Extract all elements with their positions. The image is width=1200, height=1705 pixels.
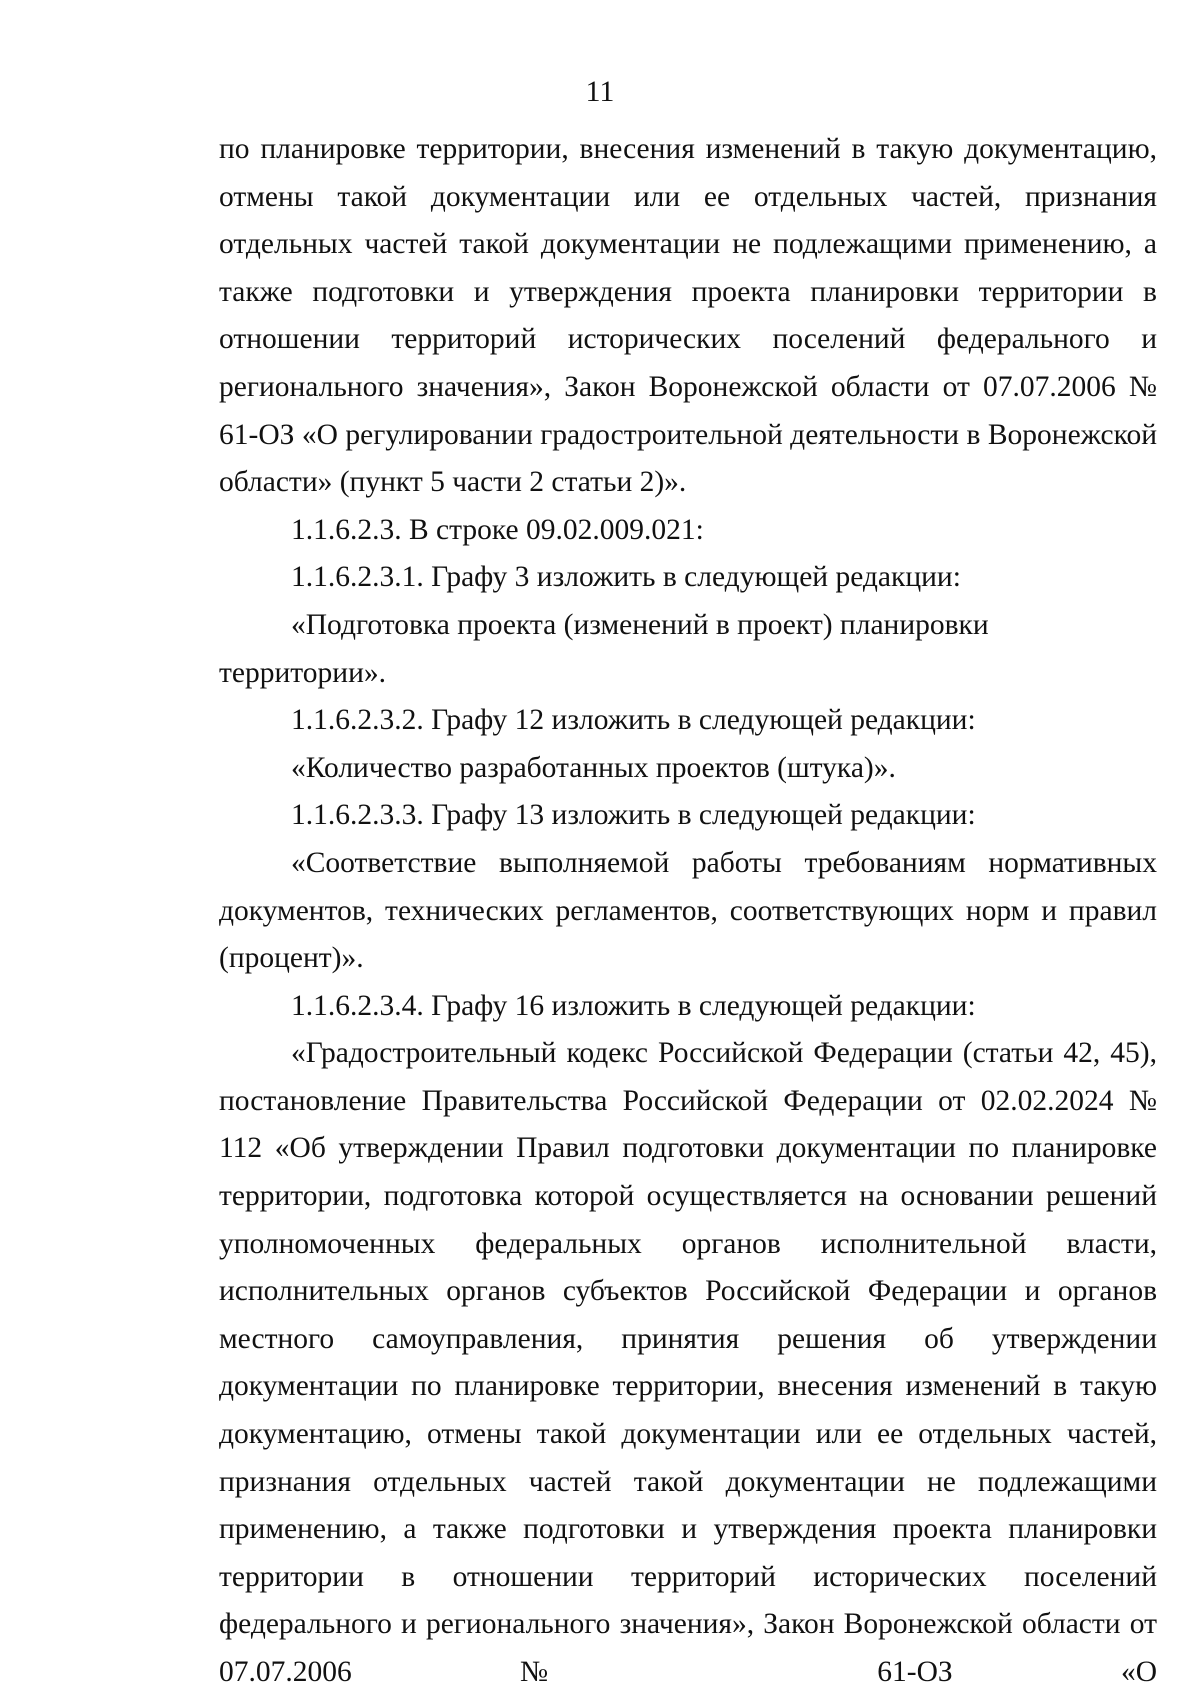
- paragraph-quote-column-13: «Соответствие выполняемой работы требованиям нормативных документов, технических регламентов, соответствующих норм и правил (процент)».: [219, 846, 1157, 975]
- paragraph-quote-column-16: «Градостроительный кодекс Российской Федерации (статьи 42, 45), постановление Правительства Российской Федерации от 02.02.2024 № 112 «Об утверждении Правил подготовки документации по планировке территории, подготовка которой осуществляется на основании решений уполномоченных федеральных органов исполнительной власти, исполнительных органов субъектов Российской Федерации и органов местного самоуправления, принятия решения об утверждении документации по планировке территории, внесения изменений в такую документацию, отмены такой документации или ее отдельных частей, признания отдельных частей такой документации не подлежащими применению, а также подготовки и утверждения проекта планировки территории в отношении территорий исторических поселений федерального и регионального значения», Закон Воронежской области от 07.07.2006 № 61-ОЗ «О: [219, 1037, 1157, 1688]
- paragraph-clause-1-1-6-2-3-1: 1.1.6.2.3.1. Графу 3 изложить в следующей редакции:: [291, 561, 961, 594]
- paragraph-quote-column-12: «Количество разработанных проектов (штука)».: [291, 751, 896, 784]
- paragraph-clause-1-1-6-2-3-3: 1.1.6.2.3.3. Графу 13 изложить в следующей редакции:: [291, 799, 976, 832]
- document-body: [219, 126, 1157, 1697]
- page-number: 11: [585, 75, 615, 108]
- paragraph-quote-column-3: «Подготовка проекта (изменений в проект) планировки территории».: [219, 608, 989, 689]
- paragraph-clause-1-1-6-2-3-2: 1.1.6.2.3.2. Графу 12 изложить в следующей редакции:: [291, 704, 976, 737]
- paragraph-clause-1-1-6-2-3-4: 1.1.6.2.3.4. Графу 16 изложить в следующей редакции:: [291, 989, 976, 1022]
- paragraph-clause-1-1-6-2-3: 1.1.6.2.3. В строке 09.02.009.021:: [291, 513, 704, 546]
- paragraph-continuation: по планировке территории, внесения изменений в такую документацию, отмены такой документации или ее отдельных частей, признания отдельных частей такой документации не подлежащими применению, а также подготовки и утверждения проекта планировки территории в отношении территорий исторических поселений федерального и регионального значения», Закон Воронежской области от 07.07.2006 № 61-ОЗ «О регулировании градостроительной деятельности в Воронежской области» (пункт 5 части 2 статьи 2)».: [219, 133, 1157, 499]
